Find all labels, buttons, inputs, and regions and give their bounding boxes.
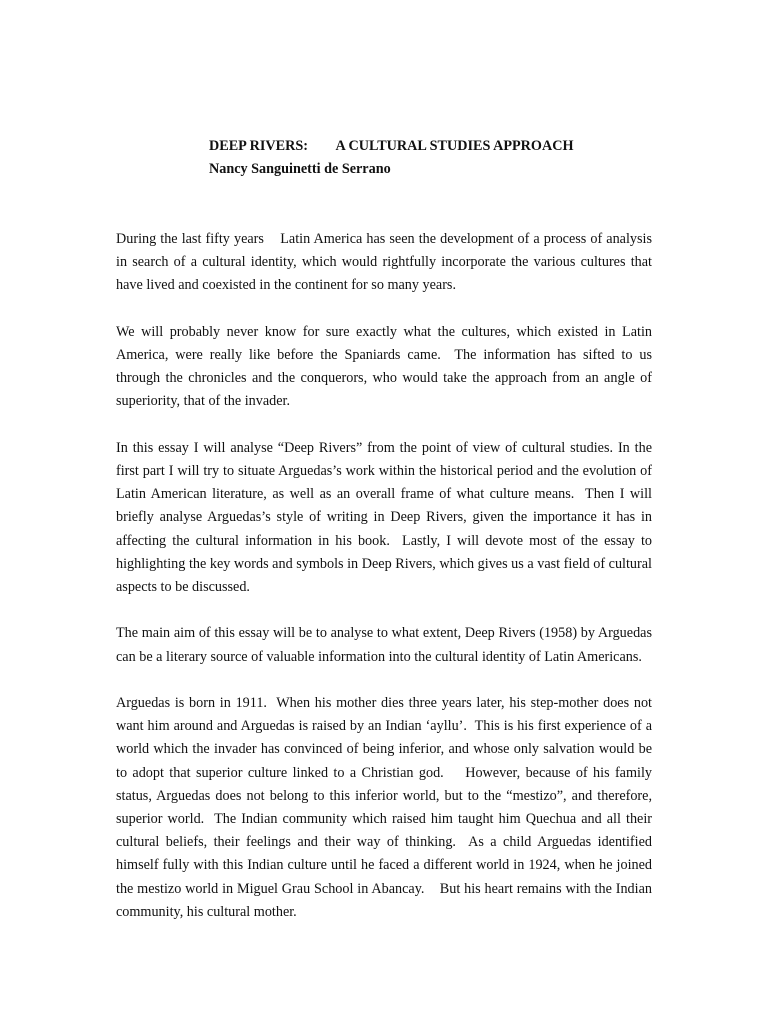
document-title: DEEP RIVERS: A CULTURAL STUDIES APPROACH xyxy=(209,138,574,154)
paragraph-1: During the last fifty years Latin America has seen the development of a process of analysis in search of a cultural identity, which would rightfully incorporate the various cultures that have lived and coexisted in the continent for so many years. xyxy=(116,231,656,294)
paragraph-4: The main aim of this essay will be to analyse to what extent, Deep Rivers (1958) by Arguedas can be a literary source of valuable information into the cultural identity of Latin Americans. xyxy=(116,625,656,665)
document-body xyxy=(116,228,656,947)
paragraph-5: Arguedas is born in 1911. When his mother dies three years later, his step-mother does not want him around and Arguedas is raised by an Indian ‘ayllu’. This is his first experience of a world which the invader has convinced of being inferior, and whose only salvation would be to adopt that superior culture linked to a Christian god. However, because of his family status, Arguedas does not belong to this inferior world, but to the “mestizo”, and therefore, superior world. The Indian community which raised him taught him Quechua and all their cultural beliefs, their feelings and their way of thinking. As a child Arguedas identified himself fully with this Indian culture until he faced a different world in 1924, when he joined the mestizo world in Miguel Grau School in Abancay. But his heart remains with the Indian community, his cultural mother. xyxy=(116,695,656,920)
paragraph-3: In this essay I will analyse “Deep Rivers” from the point of view of cultural studies. In the first part I will try to situate Arguedas’s work within the historical period and the evolution of Latin American literature, as well as an overall frame of what culture means. Then I will briefly analyse Arguedas’s style of writing in Deep Rivers, given the importance it has in affecting the cultural information in his book. Lastly, I will devote most of the essay to highlighting the key words and symbols in Deep Rivers, which gives us a vast field of cultural aspects to be discussed. xyxy=(116,439,656,596)
paragraph-2: We will probably never know for sure exactly what the cultures, which existed in Latin America, were really like before the Spaniards came. The information has sifted to us through the chronicles and the conquerors, who would take the approach from an angle of superiority, that of the invader. xyxy=(116,323,656,410)
document-author: Nancy Sanguinetti de Serrano xyxy=(209,161,391,177)
title-block xyxy=(209,135,689,181)
